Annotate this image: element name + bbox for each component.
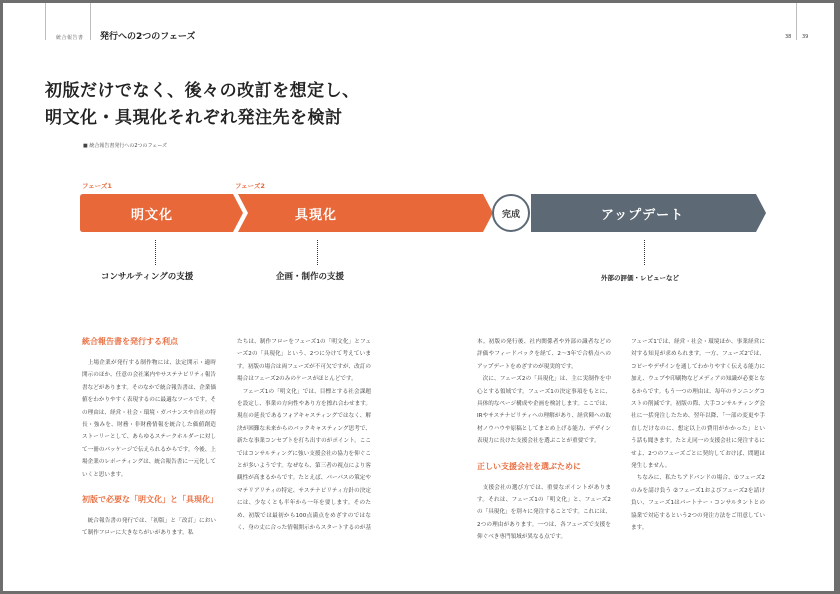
body-paragraph: ちなみに、私たちアドバンドの場合、①フェーズ2のみを請け負う ②フェーズ1およびフェーズ2を請け負い、フェーズ1はパートナー・コンサルタントとの協業で対応するという2つの発注方法をご用意しています。: [631, 475, 765, 532]
update-label: アップデート: [601, 208, 685, 223]
section-heading: 初版で必要な「明文化」と「具現化」: [82, 495, 218, 505]
phase-2-leader: [317, 240, 318, 265]
body-paragraph: たちは、制作フローをフェーズ1の「明文化」とフェーズ2の「具現化」という、2つに分けて考えています。初版の場合は両フェーズが不可欠ですが、改訂の場合はフェーズ2のみのケースがほとんどです。: [237, 339, 371, 383]
body-column-2: [237, 336, 371, 535]
body-column-4: [631, 336, 765, 535]
figure-caption: ■ 統合報告書発行への2つのフェーズ: [83, 143, 167, 149]
page-number-right: 39: [802, 34, 809, 40]
body-paragraph: 支援会社の選び方では、重要なポイントがあります。それは、フェーズ1の「明文化」と、フェーズ2の「具現化」を別々に発注することです。これには、2つの理由があります。一つは、各フェーズで支援を仰ぐべき専門領域が異なる点です。: [477, 484, 611, 541]
body-paragraph: 次に、フェーズ2の「具現化」は、主に実制作を中心とする領域です。フェーズ1の決定事項をもとに、具体的なページ構成や企画を検討します。ここでは、IRやサステナビリティへの理解があり、経営陣への取材ノウハウや原稿としてまとめ上げる能力、デザイン表現力に長けた支援会社を選ぶことが重要です。: [477, 376, 611, 445]
body-column-3: [477, 336, 611, 544]
body-paragraph: 本。初版の発行後、社内関係者や外部の識者などの評価やフィードバックを経て、2〜3年で合格点へのアップデートをめざすのが現実的です。: [477, 339, 611, 370]
update-support: 外部の評価・レビューなど: [601, 274, 679, 282]
phase-1-tag: フェーズ1: [82, 182, 112, 190]
phase-1-label: 明文化: [131, 208, 174, 223]
headline-line-2: 明文化・具現化それぞれ発注先を検討: [45, 108, 343, 128]
section-heading: 正しい支援会社を選ぶために: [477, 461, 581, 471]
phase-1-leader: [155, 240, 156, 265]
body-paragraph: 統合報告書の発行では、「初版」と「改訂」において制作フローに大きなちがいがあります。私: [82, 518, 216, 537]
document-page: [3, 3, 834, 591]
phase-2-support: 企画・制作の支援: [276, 272, 345, 282]
phase-2-arrow: [238, 194, 493, 232]
section-heading: 統合報告書を発行する利点: [82, 337, 178, 346]
section-label: 統合報告書: [56, 35, 84, 41]
running-title: 発行への2つのフェーズ: [100, 32, 196, 42]
completion-badge: 完成: [492, 194, 530, 232]
headline-line-1: 初版だけでなく、後々の改訂を想定し、: [45, 81, 360, 101]
body-paragraph: フェーズ1では、経営・社会・環境ほか、事業経営に対する知見が求められます。一方、フェーズ2では、コピーやデザインを通してわかりやすく伝える能力に加え、ウェブや印刷物などメディアの知識が必要となるからです。もう一つの理由は、毎年のランニングコストの削減です。初版の際、大手コンサルティング会社に一括発注したため、翌年以降、「一部の変更や手直しだけなのに、想定以上の費用がかかった」という話も聞きます。たとえ同一の支援会社に発注するにせよ、2つのフェーズごとに契約しておけば、問題は発生しません。: [631, 339, 765, 470]
phase-2-tag: フェーズ2: [235, 182, 265, 190]
phase-2-label: 具現化: [295, 208, 338, 223]
body-column-1: [82, 336, 216, 540]
body-paragraph: フェーズ1の「明文化」では、目標とする社会課題を設定し、事業の方向性やあり方を擦れ合わせます。現在の延長であるフォアキャスティングではなく、解決が困難な未来からのバックキャスティング思考で、新たな事業コンセプトを打ち出すのがポイント。ここではコンサルティングに強い支援会社の協力を仰ぐことが多いようです。なぜなら、第三者の視点により客観性が高まるからです。たとえば、パーパスの策定やマテリアリティの特定、サステナビリティ方針の決定には、少なくとも半年から一年を要します。そのため、初版では最初から100点満点をめざすのではなく、身の丈に合った情報開示からスタートするのが基: [237, 388, 371, 532]
page-number-left: 38: [785, 34, 792, 40]
update-leader: [644, 240, 645, 265]
body-paragraph: 上場企業が発行する制作物には、法定開示・適時開示のほか、任意の会社案内やサステナビリティ報告書などがあります。そのなかで統合報告書は、企業価値をわかりやすく表現するのに最適なツールです。その理由は、経営・社会・環境・ガバナンスや自社の特長・強みを、財務・非財務情報を統合した価値創造ストーリーとして、あらゆるステークホルダーに対して一冊のパッケージで伝えられるからです。今後、上場企業のレポーティングは、統合報告書に一元化していくと思います。: [82, 360, 216, 478]
phase-flow-diagram: [3, 3, 834, 263]
phase-1-support: コンサルティングの支援: [101, 272, 194, 282]
